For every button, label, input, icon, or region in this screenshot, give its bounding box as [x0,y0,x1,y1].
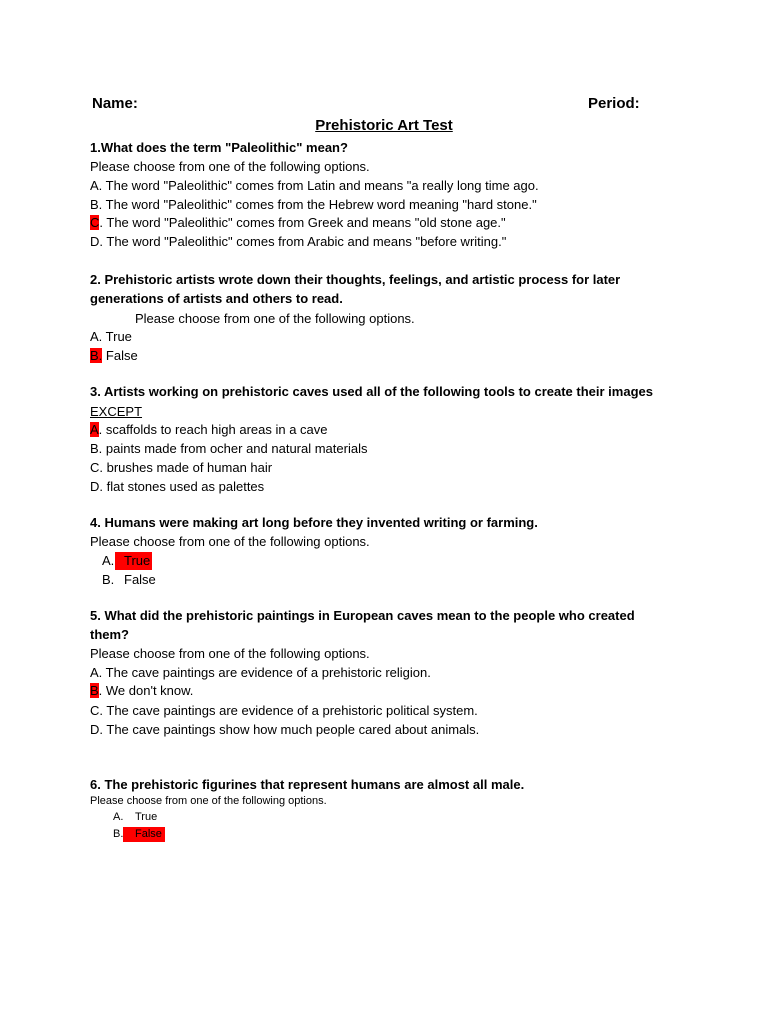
q1-question: 1.What does the term "Paleolithic" mean? [90,140,348,155]
q6-question: 6. The prehistoric figurines that represent humans are almost all male. [90,777,525,792]
page-title: Prehistoric Art Test [315,117,453,134]
q2-option-b-text: False [102,348,138,363]
q6-answer-highlight: False [123,827,165,842]
q5-answer-highlight: B [90,683,99,698]
q4-question: 4. Humans were making art long before they invented writing or farming. [90,515,538,530]
q1-option-d: D. The word "Paleolithic" comes from Arabic and means "before writing." [90,234,507,249]
q5-option-d: D. The cave paintings show how much people cared about animals. [90,722,480,737]
q2-question-line1: 2. Prehistoric artists wrote down their thoughts, feelings, and artistic process for later [90,272,621,287]
q3-option-d: D. flat stones used as palettes [90,479,265,494]
q5-instruction: Please choose from one of the following options. [90,646,370,661]
q6-option-a-text: True [135,811,158,823]
q3-question: 3. Artists working on prehistoric caves used all of the following tools to create their images [90,384,653,399]
q2-option-b [90,347,138,365]
q4-option-a-letter: A. [102,553,115,568]
q5-option-c: C. The cave paintings are evidence of a prehistoric political system. [90,703,478,718]
q3-option-a [90,421,328,439]
q1-answer-highlight: C [90,215,100,230]
q4-answer-highlight: True [115,552,152,570]
q5-option-b-text: . We don't know. [98,683,194,698]
q5-question-line1: 5. What did the prehistoric paintings in European caves mean to the people who created [90,608,635,623]
q5-option-a: A. The cave paintings are evidence of a prehistoric religion. [90,665,431,680]
q6-option-b-letter: B. [113,828,124,840]
q6-option-b [113,827,165,842]
name-label: Name: [92,95,138,112]
q1-option-c [90,214,506,232]
q1-option-a: A. The word "Paleolithic" comes from Latin and means "a really long time ago. [90,178,539,193]
q4-option-b-text: False [124,572,156,587]
q3-option-a-text: . scaffolds to reach high areas in a cave [98,422,328,437]
q6-option-a [113,810,157,825]
q5-option-b [90,682,193,700]
q2-instruction: Please choose from one of the following options. [135,311,415,326]
period-label: Period: [588,95,640,112]
q6-option-a-letter: A. [113,811,124,823]
q5-question-line2: them? [90,627,129,642]
q2-question-line2: generations of artists and others to read. [90,291,343,306]
q4-instruction: Please choose from one of the following options. [90,534,370,549]
q3-option-b: B. paints made from ocher and natural materials [90,441,368,456]
q3-except: EXCEPT [90,404,143,419]
q1-option-b: B. The word "Paleolithic" comes from the Hebrew word meaning "hard stone." [90,197,537,212]
q6-instruction: Please choose from one of the following options. [90,795,327,807]
q4-option-a [102,552,152,570]
q1-option-c-text: . The word "Paleolithic" comes from Greek and means "old stone age." [99,215,506,230]
q3-answer-highlight: A [90,422,99,437]
q2-answer-highlight: B. [90,348,103,363]
q3-option-c: C. brushes made of human hair [90,460,273,475]
q1-instruction: Please choose from one of the following options. [90,159,370,174]
q4-option-b-letter: B. [102,572,115,587]
q4-option-b [102,571,156,589]
q2-option-a: A. True [90,329,132,344]
